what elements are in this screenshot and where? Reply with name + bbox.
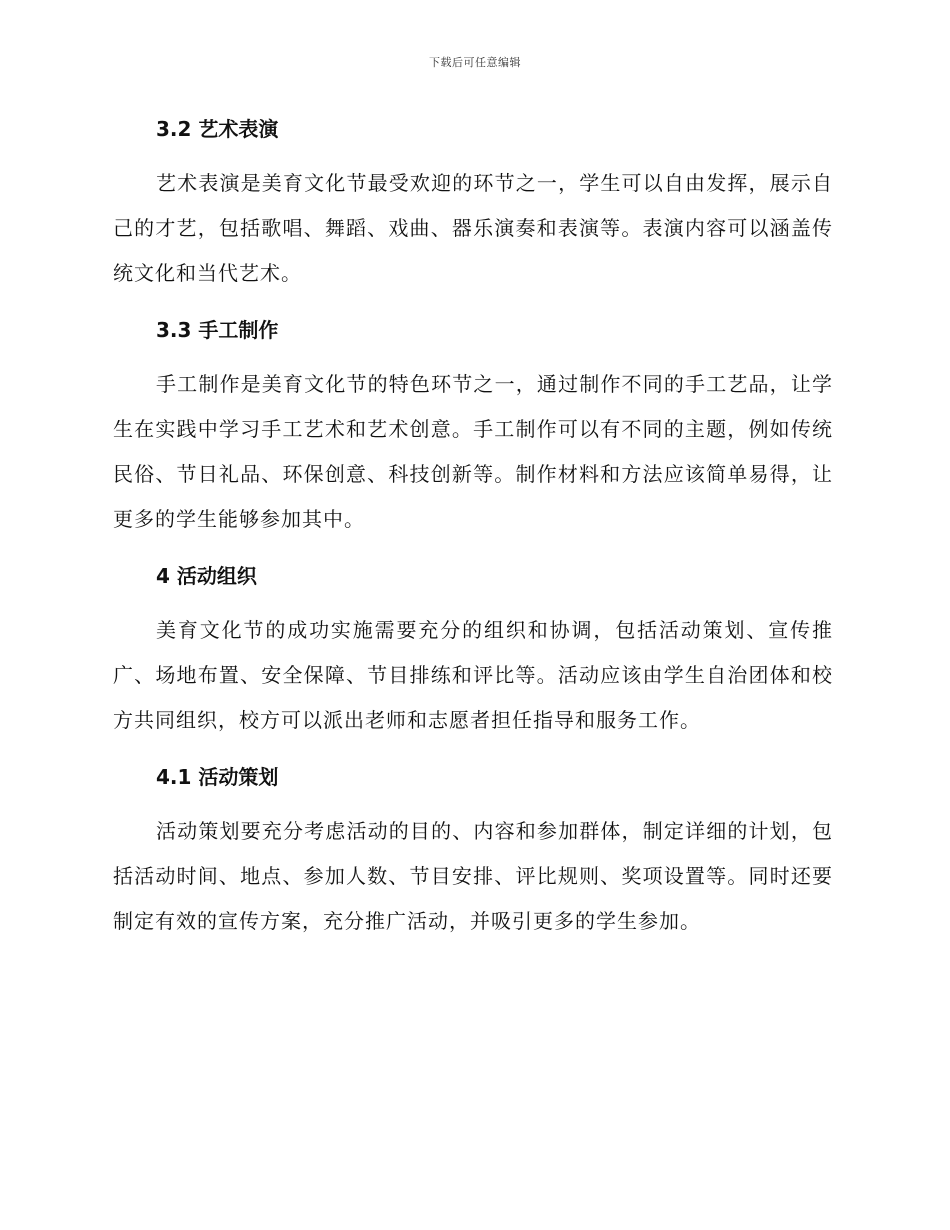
section-heading-4: 4 活动组织 [156,564,257,588]
section-paragraph-4-1: 活动策划要充分考虑活动的目的、内容和参加群体，制定详细的计划，包括活动时间、地点、参加人数、节目安排、评比规则、奖项设置等。同时还要制定有效的宣传方案，充分推广活动，并吸引更多的学生参加。 [113,819,833,933]
section-paragraph-4: 美育文化节的成功实施需要充分的组织和协调，包括活动策划、宣传推广、场地布置、安全保障、节目排练和评比等。活动应该由学生自治团体和校方共同组织，校方可以派出老师和志愿者担任指导和服务工作。 [113,618,833,732]
section-heading-3-3: 3.3 手工制作 [156,318,279,342]
section-heading-3-2: 3.2 艺术表演 [156,117,279,141]
section-paragraph-3-2: 艺术表演是美育文化节最受欢迎的环节之一，学生可以自由发挥，展示自己的才艺，包括歌唱、舞蹈、戏曲、器乐演奏和表演等。表演内容可以涵盖传统文化和当代艺术。 [113,171,833,285]
document-body [113,111,833,944]
section-heading-4-1: 4.1 活动策划 [156,765,279,789]
section-paragraph-3-3: 手工制作是美育文化节的特色环节之一，通过制作不同的手工艺品，让学生在实践中学习手工艺术和艺术创意。手工制作可以有不同的主题，例如传统民俗、节日礼品、环保创意、科技创新等。制作材料和方法应该简单易得，让更多的学生能够参加其中。 [113,372,833,531]
page-header: 下载后可任意编辑 [429,56,521,69]
